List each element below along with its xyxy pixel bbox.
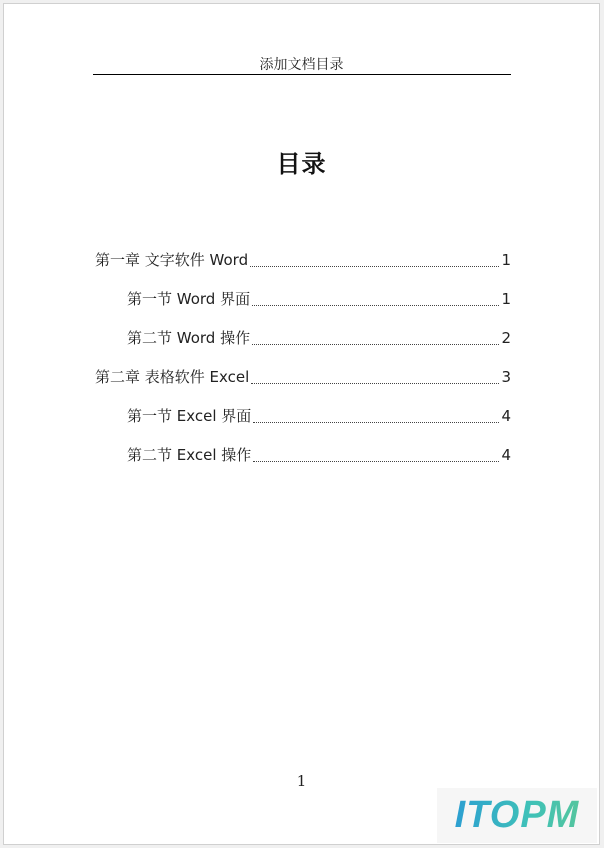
- toc-entry[interactable]: [95, 318, 511, 357]
- header-divider: [93, 74, 511, 75]
- toc-entry-page: 1: [501, 250, 511, 269]
- toc-entry[interactable]: [95, 396, 511, 435]
- toc-leader-dots: [252, 304, 499, 306]
- toc-leader-dots: [253, 460, 499, 462]
- toc-entry-label: 第二节 Excel 操作: [127, 446, 252, 464]
- toc-entry-label: 第二章 表格软件 Excel: [95, 368, 250, 386]
- toc-entry-label: 第一节 Word 界面: [127, 290, 251, 308]
- toc-entry-page: 3: [501, 367, 511, 386]
- toc-entry[interactable]: [95, 435, 511, 474]
- toc-entry[interactable]: [95, 357, 511, 396]
- toc-leader-dots: [253, 421, 499, 423]
- toc-entry-label: 第一章 文字软件 Word: [95, 251, 249, 269]
- toc-entry-label: 第二节 Word 操作: [127, 329, 251, 347]
- toc-leader-dots: [251, 382, 499, 384]
- toc-entry[interactable]: [95, 279, 511, 318]
- toc-list: [95, 240, 511, 474]
- toc-entry-page: 4: [501, 445, 511, 464]
- toc-entry-page: 4: [501, 406, 511, 425]
- toc-entry-label: 第一节 Excel 界面: [127, 407, 252, 425]
- toc-leader-dots: [252, 343, 499, 345]
- toc-entry-page: 2: [501, 328, 511, 347]
- toc-entry-page: 1: [501, 289, 511, 308]
- toc-entry[interactable]: [95, 240, 511, 279]
- document-page: [3, 3, 600, 845]
- toc-leader-dots: [250, 265, 499, 267]
- watermark-text: ITOPM: [454, 794, 580, 836]
- page-header-title: 添加文档目录: [259, 57, 344, 73]
- watermark-logo: [437, 788, 597, 843]
- toc-title: 目录: [276, 150, 327, 178]
- page-number: 1: [296, 772, 307, 790]
